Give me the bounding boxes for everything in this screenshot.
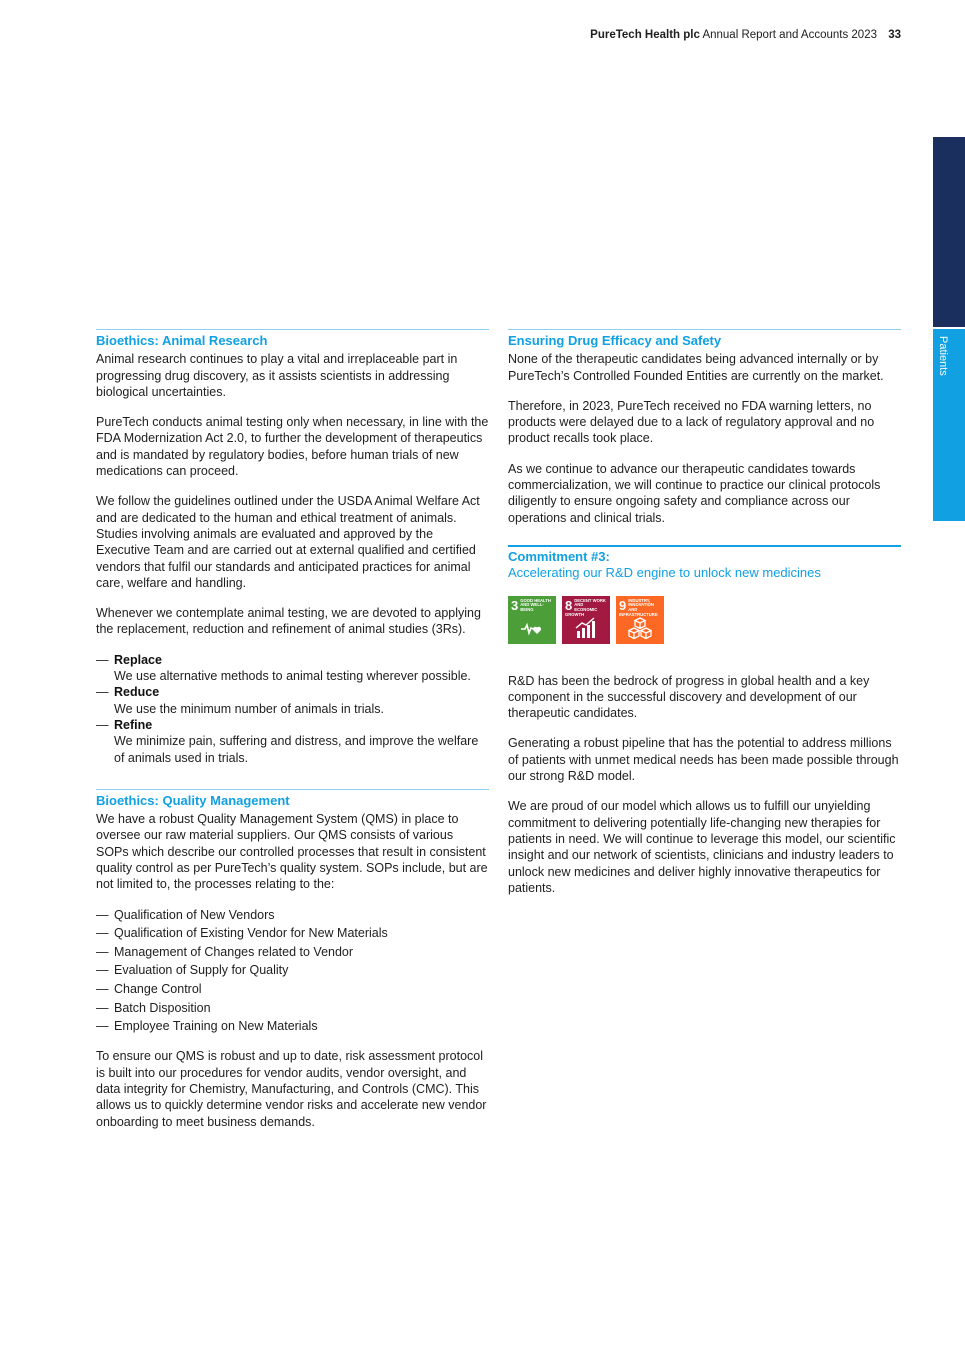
rs-title: Reduce bbox=[114, 685, 160, 700]
animal-research-title: Bioethics: Animal Research bbox=[96, 333, 268, 348]
heartbeat-icon bbox=[520, 616, 544, 640]
paragraph: We have a robust Quality Management System (QMS) in place to oversee our raw material suppliers. Our QMS consists of various SOPs which describe our controlled processes that result in consistent quality control as per PureTech’s quality system. SOPs include, but are not limited to, the processes relating to the: bbox=[96, 812, 488, 892]
list-item: — Qualification of New Vendors bbox=[96, 907, 489, 923]
paragraph: Whenever we contemplate animal testing, we are devoted to applying the replacement, reduction and refinement of animal studies (3Rs). bbox=[96, 606, 481, 637]
drug-efficacy-section bbox=[508, 329, 901, 526]
list-item: — Change Control bbox=[96, 981, 489, 997]
sdg-label: GOOD HEALTH AND WELL-BEING bbox=[520, 597, 551, 613]
sdg-9-badge bbox=[616, 596, 664, 644]
sdg-icons bbox=[508, 596, 901, 644]
side-tab-label: Patients bbox=[937, 336, 949, 376]
paragraph: We follow the guidelines outlined under the USDA Animal Welfare Act and are dedicated to the human and ethical treatment of animals. Studies involving animals are evaluated and approved by the Executive Team and are carried out at external qualified and certified vendors that fulfil our standards and anticipated practices for animal care, welfare and handling. bbox=[96, 494, 480, 590]
paragraph: To ensure our QMS is robust and up to date, risk assessment protocol is built into our procedures for vendor audits, vendor oversight, and data integrity for Chemistry, Manufacturing, and Controls (CMC). This allows us to quickly determine vendor risks and accelerate new vendor onboarding to meet business demands. bbox=[96, 1049, 487, 1129]
list-item: — Management of Changes related to Vendor bbox=[96, 944, 489, 960]
list-item bbox=[96, 717, 489, 766]
page-number: 33 bbox=[888, 29, 901, 41]
sdg-number: 3 bbox=[511, 597, 519, 613]
sop-process-list bbox=[96, 907, 489, 1035]
right-column bbox=[508, 329, 901, 910]
commitment-section bbox=[508, 545, 901, 896]
paragraph: None of the therapeutic candidates being advanced internally or by PureTech’s Controlled Founded Entities are currently on the market. bbox=[508, 352, 884, 383]
paragraph: R&D has been the bedrock of progress in global health and a key component in the successful discovery and development of our therapeutic candidates. bbox=[508, 673, 870, 721]
paragraph: As we continue to advance our therapeutic candidates towards commercialization, we will continue to practice our clinical protocols diligently to ensure ongoing safety and compliance across our operations and clinical trials. bbox=[508, 461, 881, 525]
list-item: — Batch Disposition bbox=[96, 1000, 489, 1016]
page-header bbox=[590, 29, 901, 41]
sdg-label: INDUSTRY, INNOVATION AND INFRASTRUCTURE bbox=[619, 597, 658, 617]
quality-management-section bbox=[96, 789, 489, 1130]
drug-efficacy-title: Ensuring Drug Efficacy and Safety bbox=[508, 333, 722, 348]
three-rs-list bbox=[96, 652, 489, 766]
commitment-subtitle: Accelerating our R&D engine to unlock new medicines bbox=[508, 565, 821, 581]
sdg-number: 8 bbox=[565, 597, 573, 613]
rs-title: Replace bbox=[114, 652, 162, 667]
paragraph: Therefore, in 2023, PureTech received no FDA warning letters, no products were delayed due to a lack of regulatory approval and no product recalls took place. bbox=[508, 398, 875, 446]
paragraph: Generating a robust pipeline that has the potential to address millions of patients with unmet medical needs has been made possible through our strong R&D model. bbox=[508, 736, 899, 784]
left-column bbox=[96, 329, 489, 1144]
growth-chart-icon bbox=[574, 616, 598, 640]
list-item bbox=[96, 652, 489, 685]
side-tab-navy bbox=[933, 137, 965, 327]
paragraph: PureTech conducts animal testing only when necessary, in line with the FDA Modernization Act 2.0, to further the development of therapeutics and is mandated by regulatory bodies, before human trials of new medications can proceed. bbox=[96, 415, 489, 479]
paragraph: Animal research continues to play a vital and irreplaceable part in progressing drug discovery, as it assists scientists in addressing biological uncertainties. bbox=[96, 352, 458, 399]
sdg-number: 9 bbox=[619, 597, 627, 613]
sdg-label: DECENT WORK AND ECONOMIC GROWTH bbox=[565, 597, 606, 617]
commitment-title: Commitment #3: bbox=[508, 548, 610, 564]
rs-description: We use alternative methods to animal testing wherever possible. bbox=[114, 669, 471, 684]
paragraph: We are proud of our model which allows us to fulfill our unyielding commitment to delivering potentially life-changing new therapies for patients in need. We will continue to leverage this model, our scientific insight and our network of scientists, clinicians and industry leaders to unlock new medicines and deliver highly innovative therapeutics for patients. bbox=[508, 799, 896, 895]
list-item: — Employee Training on New Materials bbox=[96, 1018, 489, 1034]
rs-description: We use the minimum number of animals in trials. bbox=[114, 701, 385, 716]
sdg-3-badge bbox=[508, 596, 556, 644]
cubes-icon bbox=[628, 616, 652, 640]
list-item: — Qualification of Existing Vendor for New Materials bbox=[96, 925, 489, 941]
list-item: — Evaluation of Supply for Quality bbox=[96, 962, 489, 978]
report-title: Annual Report and Accounts 2023 bbox=[702, 29, 877, 41]
list-item bbox=[96, 684, 489, 717]
company-name: PureTech Health plc bbox=[590, 29, 700, 41]
animal-research-section bbox=[96, 329, 489, 766]
sdg-8-badge bbox=[562, 596, 610, 644]
quality-management-title: Bioethics: Quality Management bbox=[96, 792, 290, 808]
rs-title: Refine bbox=[114, 717, 153, 732]
rs-description: We minimize pain, suffering and distress, and improve the welfare of animals used in trials. bbox=[114, 734, 479, 765]
